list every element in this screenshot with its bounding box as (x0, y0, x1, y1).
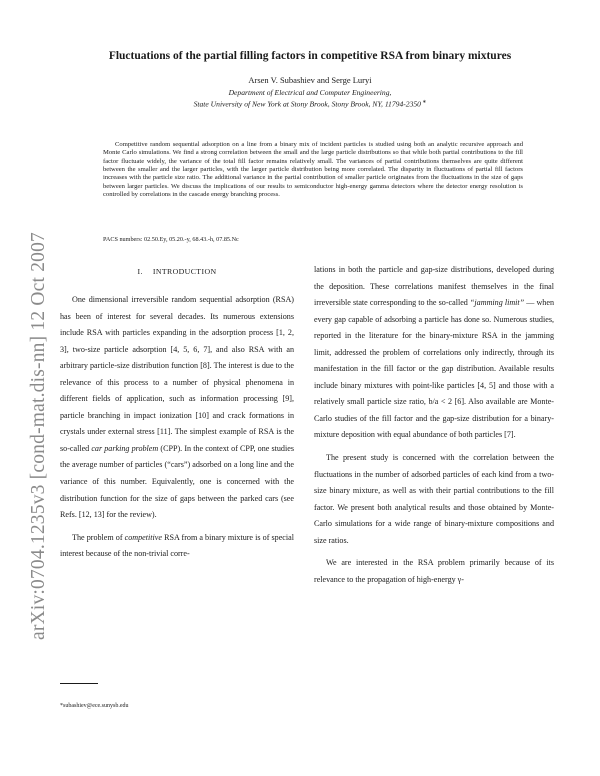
affiliation-department: Department of Electrical and Computer Engineering, (228, 88, 392, 97)
intro-paragraph-1 (60, 292, 294, 524)
intro-p2-start: The problem of (72, 532, 125, 542)
intro-paragraph-4: The present study is concerned with the correlation between the fluctuations in the number of adsorbed particles of each kind from a two-size binary mixture, as well as with their partial contributions to the fill factor. We present both analytical results and those obtained by Monte-Carlo simulations for a wide range of binary-mixture compositions and size ratios. (314, 453, 554, 545)
arxiv-identifier: arXiv:0704.1235v3 [cond-mat.dis-nn] 12 Oct 2007 (28, 232, 49, 640)
intro-p1-end: (CPP). In the context of CPP, one studies the average number of particles (“cars”) adsorbed on a long line and the variance of this number. Equivalently, one is concerned with the distribution function for the size of gaps between the parked cars (see Refs. [12, 13] for the review). (60, 443, 294, 520)
pacs-numbers: PACS numbers: 02.50.Ey, 05.20.-y, 68.43.-h, 07.85.Nc (103, 236, 239, 243)
affiliation-university: State University of New York at Stony Brook, Stony Brook, NY, 11794-2350 ∗ (193, 99, 427, 109)
affiliation-university-text: State University of New York at Stony Brook, Stony Brook, NY, 11794-2350 (193, 99, 421, 109)
right-column (314, 262, 554, 588)
intro-p1-text: One dimensional irreversible random sequential adsorption (RSA) has been of interest for several decades. Its numerous extensions include RSA with particles expanding in the adsorption process [1, 2, 3], two-size particle adsorption [4, 5, 6, 7], and also RSA with an arbitrary particle-size distribution function [8]. The interest is due to the relevance of this process to a number of physical phenomena in different fields of application, such as information processing [9], particle branching in impact ionization [10] and crack formations in crystals under external stress [11]. The simplest example of RSA is the so-called (60, 295, 294, 453)
intro-paragraph-5: We are interested in the RSA problem primarily because of its relevance to the propagation of high-energy γ- (314, 558, 554, 584)
left-column (60, 262, 294, 563)
footnote-email: *subashiev@ece.sunysb.edu (60, 703, 129, 709)
intro-p3-emphasis: “jamming limit” (469, 298, 525, 308)
abstract-text: Competitive random sequential adsorption on a line from a binary mix of incident particles is studied using both an analytic recursive approach and Monte Carlo simulations. We find a strong correlation between the small and the large particle distributions so that while both partial contributions to the fill factor fluctuate widely, the variance of the total fill factor remains relatively small. The variances of partial contributions themselves are quite different between the smaller and the larger particles, with the larger particle distribution being more correlated. The disparity in fluctuations of partial fill factors increases with the particle size ratio. The additional variance in the partial contribution of smaller particle originates from the fluctuations in the size of gaps between larger particles. We discuss the implications of our results to semiconductor high-energy gamma detectors where the detector energy resolution is controlled by correlations in the cascade energy branching process. (103, 141, 523, 199)
section-heading (60, 266, 294, 278)
arxiv-sidebar (0, 0, 49, 776)
author-list (60, 75, 560, 85)
abstract (103, 141, 523, 199)
intro-paragraph-2 (60, 530, 294, 563)
paper-title: Fluctuations of the partial filling factors in competitive RSA from binary mixtures (108, 50, 512, 62)
section-number: I. (137, 267, 143, 276)
intro-p2-end: RSA from a binary mixture is of special interest because of the non-trivial corre- (60, 532, 294, 559)
section-title: INTRODUCTION (152, 267, 217, 276)
intro-p2-emphasis: competitive (124, 532, 162, 542)
intro-p3-text: lations in both the particle and gap-size distributions, developed during the deposition. These correlations manifest themselves in the final irreversible state corresponding to the so-called (314, 265, 554, 308)
intro-paragraph-3 (314, 262, 554, 444)
intro-p3-end: — when every gap capable of adsorbing a particle has done so. Numerous studies, reported in the literature for the binary-mixture RSA in the jamming limit, addressed the problem of correlations only indirectly, through its manifestation in the fill factor or the gap distribution. Available results include binary mixtures with point-like particles [4, 5] and those with a relatively small particle size ratio, b/a < 2 [6]. Also available are Monte-Carlo studies of the fill factor and the gap-size distribution for a binary-mixture deposition with equal abundance of both particles [7]. (314, 298, 554, 440)
authors: Arsen V. Subashiev and Serge Luryi (248, 75, 372, 85)
intro-p1-emphasis: car parking problem (91, 443, 159, 453)
footnote-rule (60, 683, 98, 684)
